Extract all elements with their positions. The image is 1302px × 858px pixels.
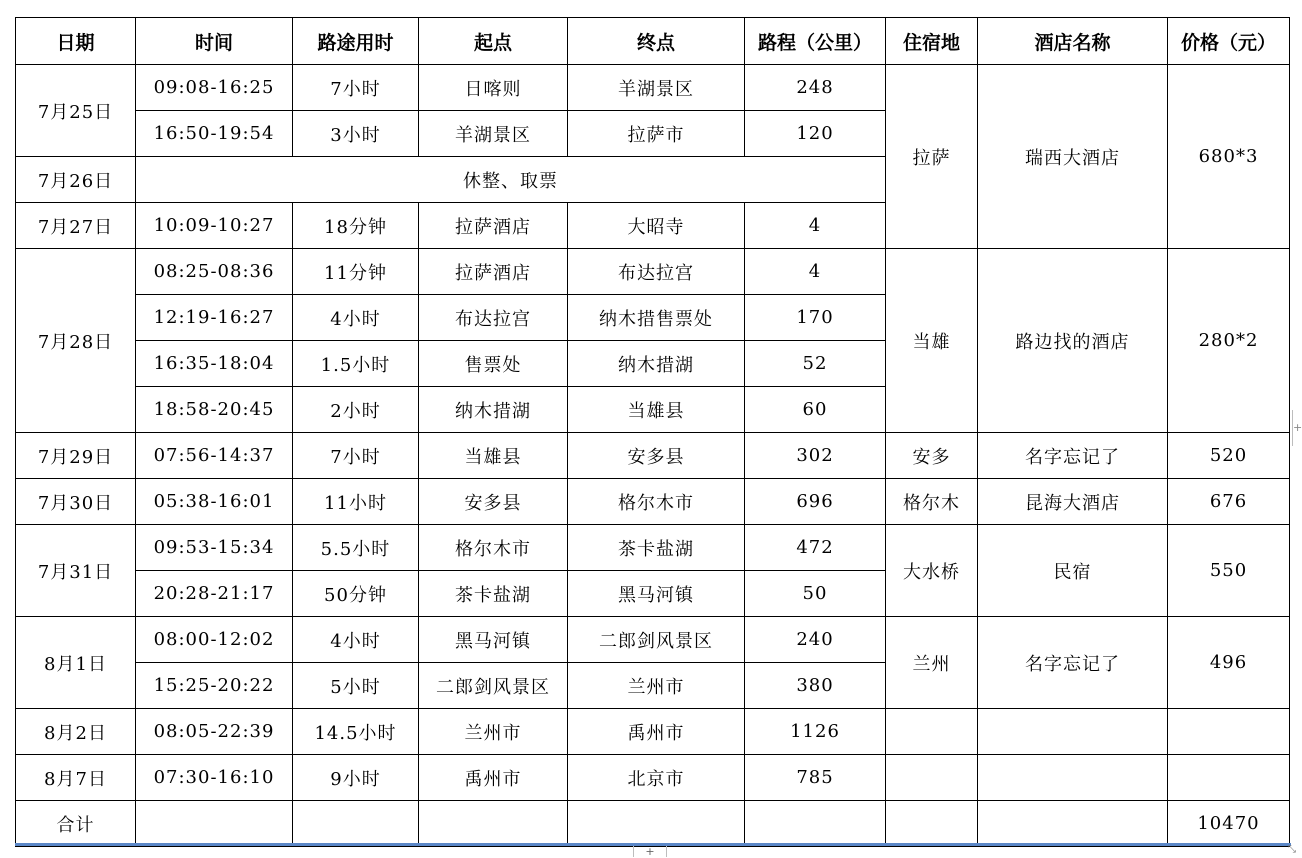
lodging-cell: 当雄 bbox=[886, 249, 978, 433]
table-row bbox=[16, 433, 1290, 479]
itinerary-table bbox=[15, 17, 1290, 847]
date-cell: 7月31日 bbox=[16, 525, 136, 617]
origin-cell: 格尔木市 bbox=[419, 525, 568, 571]
duration-cell: 11分钟 bbox=[293, 249, 419, 295]
hotel-cell: 名字忘记了 bbox=[978, 617, 1168, 709]
time-cell: 09:08-16:25 bbox=[136, 65, 293, 111]
price-cell bbox=[1168, 755, 1290, 801]
table-row bbox=[16, 479, 1290, 525]
total-label: 合计 bbox=[16, 801, 136, 847]
duration-cell: 9小时 bbox=[293, 755, 419, 801]
empty-cell bbox=[568, 801, 745, 847]
date-cell: 8月1日 bbox=[16, 617, 136, 709]
plus-icon[interactable]: + bbox=[645, 845, 655, 858]
header-distance: 路程（公里） bbox=[745, 18, 886, 65]
distance-cell: 50 bbox=[745, 571, 886, 617]
date-cell: 8月2日 bbox=[16, 709, 136, 755]
duration-cell: 5小时 bbox=[293, 663, 419, 709]
total-row bbox=[16, 801, 1290, 847]
date-cell: 7月25日 bbox=[16, 65, 136, 157]
table-row bbox=[16, 755, 1290, 801]
price-cell: 550 bbox=[1168, 525, 1290, 617]
origin-cell: 二郎剑风景区 bbox=[419, 663, 568, 709]
header-row bbox=[16, 18, 1290, 65]
distance-cell: 1126 bbox=[745, 709, 886, 755]
origin-cell: 兰州市 bbox=[419, 709, 568, 755]
empty-cell bbox=[293, 801, 419, 847]
total-price: 10470 bbox=[1168, 801, 1290, 847]
distance-cell: 170 bbox=[745, 295, 886, 341]
distance-cell: 4 bbox=[745, 249, 886, 295]
destination-cell: 当雄县 bbox=[568, 387, 745, 433]
lodging-cell: 安多 bbox=[886, 433, 978, 479]
price-cell bbox=[1168, 709, 1290, 755]
empty-cell bbox=[745, 801, 886, 847]
table-row bbox=[16, 65, 1290, 111]
destination-cell: 禹州市 bbox=[568, 709, 745, 755]
destination-cell: 北京市 bbox=[568, 755, 745, 801]
destination-cell: 羊湖景区 bbox=[568, 65, 745, 111]
header-date: 日期 bbox=[16, 18, 136, 65]
hotel-cell: 瑞西大酒店 bbox=[978, 65, 1168, 249]
date-cell: 7月30日 bbox=[16, 479, 136, 525]
hotel-cell: 民宿 bbox=[978, 525, 1168, 617]
duration-cell: 50分钟 bbox=[293, 571, 419, 617]
origin-cell: 售票处 bbox=[419, 341, 568, 387]
header-destination: 终点 bbox=[568, 18, 745, 65]
duration-cell: 14.5小时 bbox=[293, 709, 419, 755]
duration-cell: 4小时 bbox=[293, 617, 419, 663]
hotel-cell bbox=[978, 755, 1168, 801]
lodging-cell: 兰州 bbox=[886, 617, 978, 709]
empty-cell bbox=[136, 801, 293, 847]
duration-cell: 3小时 bbox=[293, 111, 419, 157]
table-row bbox=[16, 525, 1290, 571]
distance-cell: 785 bbox=[745, 755, 886, 801]
hotel-cell: 昆海大酒店 bbox=[978, 479, 1168, 525]
time-cell: 05:38-16:01 bbox=[136, 479, 293, 525]
duration-cell: 18分钟 bbox=[293, 203, 419, 249]
destination-cell: 纳木措售票处 bbox=[568, 295, 745, 341]
distance-cell: 120 bbox=[745, 111, 886, 157]
price-cell: 496 bbox=[1168, 617, 1290, 709]
destination-cell: 茶卡盐湖 bbox=[568, 525, 745, 571]
time-cell: 08:00-12:02 bbox=[136, 617, 293, 663]
header-price: 价格（元） bbox=[1168, 18, 1290, 65]
header-origin: 起点 bbox=[419, 18, 568, 65]
table-row bbox=[16, 617, 1290, 663]
time-cell: 15:25-20:22 bbox=[136, 663, 293, 709]
date-cell: 7月27日 bbox=[16, 203, 136, 249]
time-cell: 10:09-10:27 bbox=[136, 203, 293, 249]
destination-cell: 布达拉宫 bbox=[568, 249, 745, 295]
destination-cell: 拉萨市 bbox=[568, 111, 745, 157]
header-lodging: 住宿地 bbox=[886, 18, 978, 65]
price-cell: 676 bbox=[1168, 479, 1290, 525]
distance-cell: 240 bbox=[745, 617, 886, 663]
origin-cell: 拉萨酒店 bbox=[419, 249, 568, 295]
distance-cell: 302 bbox=[745, 433, 886, 479]
distance-cell: 4 bbox=[745, 203, 886, 249]
destination-cell: 兰州市 bbox=[568, 663, 745, 709]
destination-cell: 纳木措湖 bbox=[568, 341, 745, 387]
table-row bbox=[16, 249, 1290, 295]
lodging-cell bbox=[886, 709, 978, 755]
lodging-cell: 拉萨 bbox=[886, 65, 978, 249]
duration-cell: 4小时 bbox=[293, 295, 419, 341]
time-cell: 20:28-21:17 bbox=[136, 571, 293, 617]
lodging-cell: 格尔木 bbox=[886, 479, 978, 525]
destination-cell: 安多县 bbox=[568, 433, 745, 479]
resize-corner-icon[interactable]: ⤡ bbox=[1288, 844, 1296, 855]
time-cell: 08:25-08:36 bbox=[136, 249, 293, 295]
origin-cell: 禹州市 bbox=[419, 755, 568, 801]
origin-cell: 黑马河镇 bbox=[419, 617, 568, 663]
date-cell: 7月28日 bbox=[16, 249, 136, 433]
origin-cell: 纳木措湖 bbox=[419, 387, 568, 433]
duration-cell: 5.5小时 bbox=[293, 525, 419, 571]
date-cell: 7月29日 bbox=[16, 433, 136, 479]
origin-cell: 羊湖景区 bbox=[419, 111, 568, 157]
origin-cell: 当雄县 bbox=[419, 433, 568, 479]
origin-cell: 茶卡盐湖 bbox=[419, 571, 568, 617]
destination-cell: 大昭寺 bbox=[568, 203, 745, 249]
distance-cell: 472 bbox=[745, 525, 886, 571]
destination-cell: 黑马河镇 bbox=[568, 571, 745, 617]
hotel-cell bbox=[978, 709, 1168, 755]
empty-cell bbox=[886, 801, 978, 847]
destination-cell: 二郎剑风景区 bbox=[568, 617, 745, 663]
time-cell: 18:58-20:45 bbox=[136, 387, 293, 433]
origin-cell: 拉萨酒店 bbox=[419, 203, 568, 249]
time-cell: 09:53-15:34 bbox=[136, 525, 293, 571]
time-cell: 16:35-18:04 bbox=[136, 341, 293, 387]
date-cell: 7月26日 bbox=[16, 157, 136, 203]
time-cell: 12:19-16:27 bbox=[136, 295, 293, 341]
destination-cell: 格尔木市 bbox=[568, 479, 745, 525]
distance-cell: 60 bbox=[745, 387, 886, 433]
header-duration: 路途用时 bbox=[293, 18, 419, 65]
empty-cell bbox=[978, 801, 1168, 847]
column-insert-handle[interactable] bbox=[633, 846, 667, 857]
time-cell: 07:30-16:10 bbox=[136, 755, 293, 801]
distance-cell: 696 bbox=[745, 479, 886, 525]
distance-cell: 380 bbox=[745, 663, 886, 709]
lodging-cell: 大水桥 bbox=[886, 525, 978, 617]
time-cell: 08:05-22:39 bbox=[136, 709, 293, 755]
price-cell: 280*2 bbox=[1168, 249, 1290, 433]
price-cell: 520 bbox=[1168, 433, 1290, 479]
time-cell: 16:50-19:54 bbox=[136, 111, 293, 157]
hotel-cell: 路边找的酒店 bbox=[978, 249, 1168, 433]
duration-cell: 2小时 bbox=[293, 387, 419, 433]
duration-cell: 1.5小时 bbox=[293, 341, 419, 387]
header-hotel: 酒店名称 bbox=[978, 18, 1168, 65]
plus-icon[interactable]: + bbox=[1293, 421, 1302, 434]
origin-cell: 日喀则 bbox=[419, 65, 568, 111]
row-insert-handle[interactable] bbox=[1292, 410, 1302, 446]
header-time: 时间 bbox=[136, 18, 293, 65]
duration-cell: 11小时 bbox=[293, 479, 419, 525]
date-cell: 8月7日 bbox=[16, 755, 136, 801]
empty-cell bbox=[419, 801, 568, 847]
origin-cell: 安多县 bbox=[419, 479, 568, 525]
price-cell: 680*3 bbox=[1168, 65, 1290, 249]
hotel-cell: 名字忘记了 bbox=[978, 433, 1168, 479]
distance-cell: 248 bbox=[745, 65, 886, 111]
table-row bbox=[16, 709, 1290, 755]
duration-cell: 7小时 bbox=[293, 65, 419, 111]
distance-cell: 52 bbox=[745, 341, 886, 387]
origin-cell: 布达拉宫 bbox=[419, 295, 568, 341]
lodging-cell bbox=[886, 755, 978, 801]
duration-cell: 7小时 bbox=[293, 433, 419, 479]
rest-note-cell: 休整、取票 bbox=[136, 157, 886, 203]
time-cell: 07:56-14:37 bbox=[136, 433, 293, 479]
